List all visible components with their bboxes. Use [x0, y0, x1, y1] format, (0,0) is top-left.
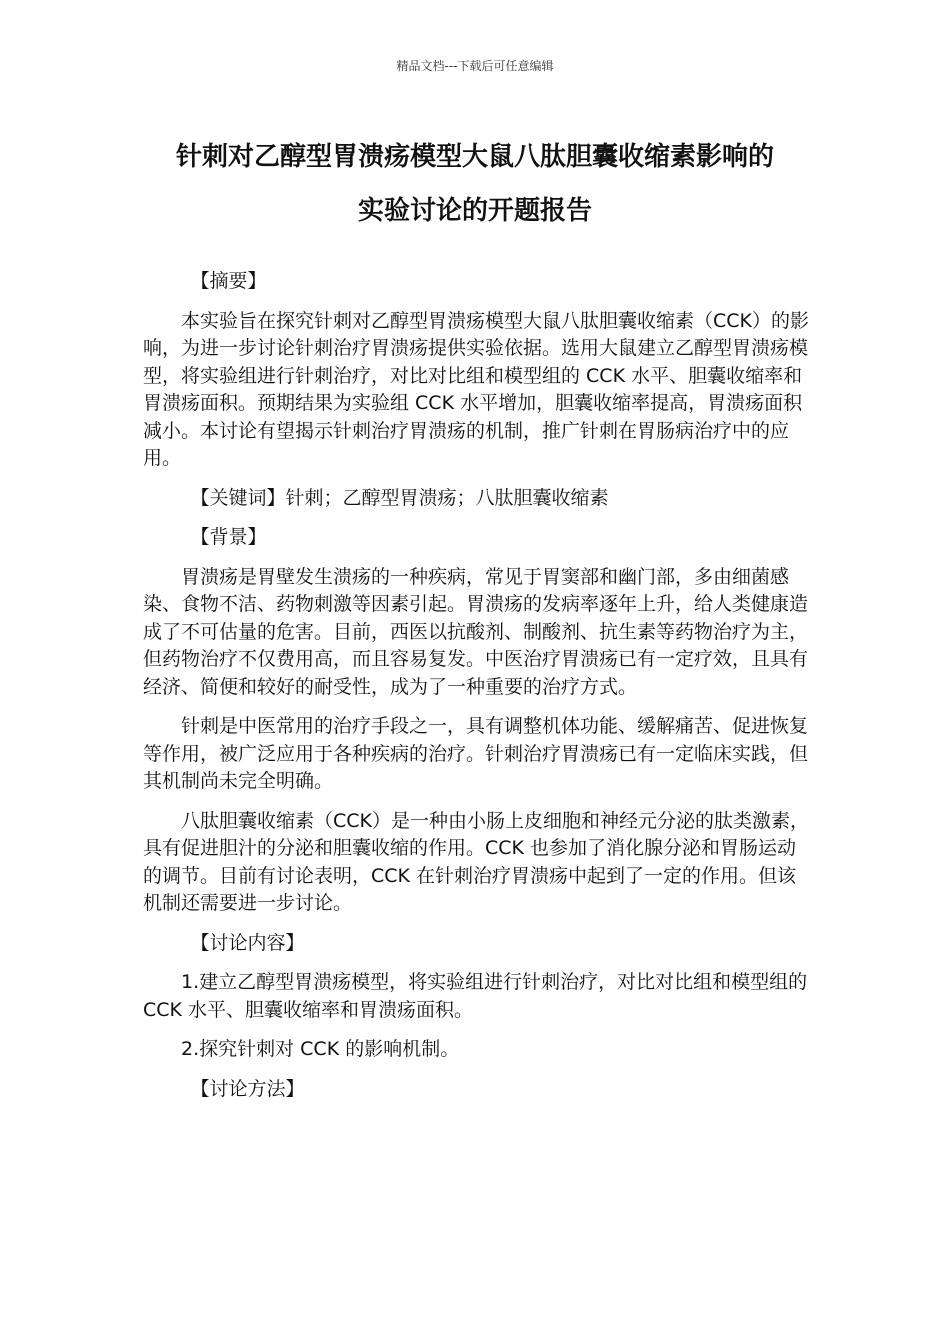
background-paragraph-3: 八肽胆囊收缩素（CCK）是一种由小肠上皮细胞和神经元分泌的肽类激素，具有促进胆汁的分泌和胆囊收缩的作用。CCK 也参加了消化腺分泌和胃肠运动的调节。目前有讨论表明，CCK 在针刺治疗胃溃疡中起到了一定的作用。但该机制还需要进一步讨论。: [143, 809, 809, 914]
title-line-2: 实验讨论的开题报告: [357, 196, 592, 226]
research-content-item-1: 1.建立乙醇型胃溃疡模型，将实验组进行针刺治疗，对比对比组和模型组的 CCK 水平、胆囊收缩率和胃溃疡面积。: [143, 971, 808, 1021]
research-content-item-2: 2.探究针刺对 CCK 的影响机制。: [181, 1038, 460, 1060]
keywords-label: 【关键词】: [190, 486, 286, 509]
header-note: 精品文档---下载后可任意编辑: [396, 59, 554, 73]
abstract-heading: 【摘要】: [190, 270, 267, 292]
document-title: [130, 130, 820, 238]
keywords-text: 针刺；乙醇型胃溃疡；八肽胆囊收缩素: [285, 486, 609, 509]
research-methods-heading: 【讨论方法】: [190, 1077, 305, 1100]
research-content-heading: 【讨论内容】: [190, 931, 305, 954]
background-paragraph-2: 针刺是中医常用的治疗手段之一，具有调整机体功能、缓解痛苦、促进恢复等作用，被广泛应用于各种疾病的治疗。针刺治疗胃溃疡已有一定临床实践，但其机制尚未完全明确。: [143, 715, 809, 792]
document-body: [143, 268, 811, 1115]
keywords-line: [143, 485, 811, 513]
title-line-1: 针刺对乙醇型胃溃疡模型大鼠八肽胆囊收缩素影响的: [175, 142, 774, 172]
abstract-paragraph: 本实验旨在探究针刺对乙醇型胃溃疡模型大鼠八肽胆囊收缩素（CCK）的影响，为进一步讨论针刺治疗胃溃疡提供实验依据。选用大鼠建立乙醇型胃溃疡模型，将实验组进行针刺治疗，对比对比组和模型组的 CCK 水平、胆囊收缩率和胃溃疡面积。预期结果为实验组 CCK 水平增加，胆囊收缩率提高，胃溃疡面积减小。本讨论有望揭示针刺治疗胃溃疡的机制，推广针刺在胃肠病治疗中的应用。: [143, 309, 809, 469]
background-paragraph-1: 胃溃疡是胃壁发生溃疡的一种疾病，常见于胃窦部和幽门部，多由细菌感染、食物不洁、药物刺激等因素引起。胃溃疡的发病率逐年上升，给人类健康造成了不可估量的危害。目前，西医以抗酸剂、制酸剂、抗生素等药物治疗为主，但药物治疗不仅费用高，而且容易复发。中医治疗胃溃疡已有一定疗效，且具有经济、简便和较好的耐受性，成为了一种重要的治疗方式。: [143, 565, 809, 698]
background-heading: 【背景】: [190, 526, 267, 548]
